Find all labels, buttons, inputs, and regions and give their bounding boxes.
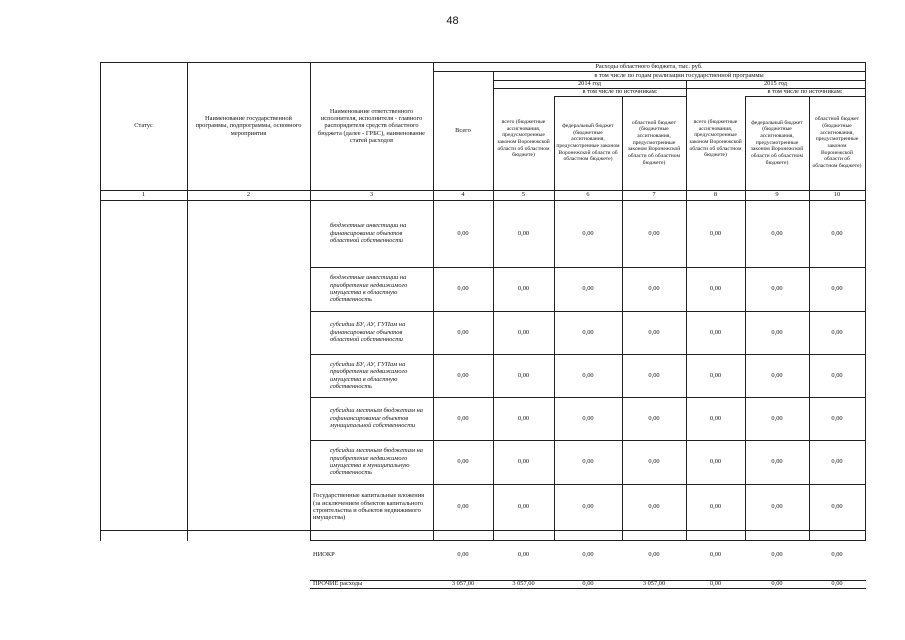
row-value-col-7: 0,00: [648, 285, 660, 293]
grid-line-v: [865, 62, 866, 541]
row-value-col-4: 0,00: [457, 229, 469, 237]
row-value-col-9: 0,00: [771, 371, 783, 379]
row-label: Государственные капитальные вложения (за исключением объектов капитального строительства и объектов недвижимого имущества): [313, 492, 425, 522]
row-value-col-9: 0,00: [771, 551, 783, 559]
page-number: 48: [446, 15, 459, 27]
row-value-col-6: 0,00: [582, 229, 594, 237]
header-year-2015: 2015 год: [763, 80, 788, 88]
row-label: субсидии местным бюджетам на приобретение недвижимого имущества в муниципальную собственность: [330, 447, 423, 477]
row-value-col-5: 0,00: [517, 458, 530, 466]
header-col-6: федеральный бюджет (бюджетные ассигнования, предусмотренные законом Воронежской области об областном бюджете): [556, 122, 620, 163]
row-label: субсидии БУ, АУ, ГУПам на финансирование объектов областной собственности: [330, 321, 406, 344]
row-label: субсидии БУ, АУ, ГУПам на приобретение недвижимого имущества в областную собственность: [330, 360, 408, 390]
column-number-2: 2: [246, 191, 251, 199]
row-value-col-10: 0,00: [831, 229, 843, 237]
row-value-col-7: 0,00: [648, 328, 660, 336]
header-expenses-title: Расходы областного бюджета, тыс. руб.: [595, 62, 703, 70]
row-value-col-9: 0,00: [771, 580, 783, 587]
row-value-col-10: 0,00: [831, 371, 843, 379]
row-value-col-5: 3 057,00: [512, 580, 535, 587]
row-value-col-9: 0,00: [771, 285, 783, 293]
column-number-9: 9: [775, 191, 779, 199]
row-value-col-10: 0,00: [831, 580, 843, 587]
row-value-col-8: 0,00: [709, 229, 722, 237]
row-value-col-6: 0,00: [582, 285, 594, 293]
header-by-sources-2015: в том числе по источникам:: [767, 88, 843, 96]
row-value-col-4: 0,00: [457, 285, 469, 293]
row-value-col-4: 0,00: [457, 328, 469, 336]
row-value-col-9: 0,00: [771, 229, 783, 237]
header-col-8: всего (бюджетные ассигнования, предусмотренные законом Воронежской области об областном бюджете): [689, 118, 742, 159]
header-by-sources-2014: в том числе по источникам:: [582, 88, 658, 96]
row-label: НИОКР: [313, 551, 335, 559]
row-value-col-6: 0,00: [582, 458, 594, 466]
row-value-col-5: 0,00: [517, 328, 530, 336]
row-value-col-7: 0,00: [648, 551, 660, 559]
row-value-col-5: 0,00: [517, 503, 530, 511]
row-value-col-6: 0,00: [582, 580, 594, 587]
row-value-col-4: 0,00: [457, 551, 469, 559]
column-number-6: 6: [586, 191, 590, 199]
row-value-col-10: 0,00: [831, 458, 843, 466]
row-value-col-9: 0,00: [771, 458, 783, 466]
row-value-col-4: 0,00: [457, 414, 469, 422]
row-value-col-4: 0,00: [457, 503, 469, 511]
row-value-col-7: 0,00: [648, 371, 660, 379]
header-program-name: Наименование государственной программы, подпрограммы, основного мероприятия: [195, 114, 302, 137]
row-value-col-7: 0,00: [648, 414, 660, 422]
column-number-8: 8: [713, 191, 718, 199]
row-value-col-7: 3 057,00: [642, 580, 666, 587]
header-status: Статус: [134, 122, 153, 130]
header-col-5: всего (бюджетные ассигнования, предусмотренные законом Воронежской области об областном бюджете): [497, 118, 550, 159]
header-by-years: в том числе по годам реализации государственной программы: [594, 71, 764, 79]
row-value-col-8: 0,00: [709, 285, 722, 293]
column-number-1: 1: [141, 191, 146, 199]
column-number-5: 5: [521, 191, 526, 199]
column-number-7: 7: [652, 191, 656, 199]
row-value-col-6: 0,00: [582, 503, 594, 511]
row-value-col-8: 0,00: [709, 458, 722, 466]
row-value-col-9: 0,00: [771, 503, 783, 511]
row-value-col-8: 0,00: [709, 328, 722, 336]
row-value-col-9: 0,00: [771, 328, 783, 336]
row-value-col-4: 0,00: [457, 458, 469, 466]
row-value-col-7: 0,00: [648, 503, 660, 511]
grid-line-h: [310, 588, 866, 589]
header-executor: Наименование ответственного исполнителя, исполнителя - главного распорядителя средств областного бюджета (далее - ГРБС), наименование статей расходов: [318, 107, 425, 145]
header-col-7: областной бюджет (бюджетные ассигнования, предусмотренные законом Воронежской области об областном бюджете): [627, 119, 681, 166]
row-value-col-8: 0,00: [709, 371, 722, 379]
row-value-col-6: 0,00: [582, 371, 594, 379]
row-value-col-5: 0,00: [517, 229, 530, 237]
row-value-col-8: 0,00: [709, 503, 722, 511]
header-col-10: областной бюджет (бюджетные ассигнования, предусмотренные законом Воронежской области об областном бюджете): [812, 116, 862, 170]
header-total: Всего: [455, 126, 471, 134]
row-value-col-8: 0,00: [709, 551, 722, 559]
header-col-9: федеральный бюджет (бюджетные ассигнования, предусмотренные законом Воронежской области об областном бюджете): [750, 119, 804, 166]
row-value-col-7: 0,00: [648, 229, 660, 237]
row-label: бюджетные инвестиции на приобретение недвижимого имущества в областную собственность: [330, 274, 408, 304]
column-number-10: 10: [833, 191, 841, 199]
row-value-col-10: 0,00: [831, 285, 843, 293]
column-number-4: 4: [461, 191, 465, 199]
budget-table: [100, 62, 865, 587]
row-value-col-6: 0,00: [582, 328, 594, 336]
row-value-col-10: 0,00: [831, 503, 843, 511]
row-value-col-5: 0,00: [517, 414, 530, 422]
row-value-col-6: 0,00: [582, 414, 594, 422]
row-label: субсидии местным бюджетам на софинансирование объектов муниципальной собственности: [330, 407, 423, 430]
row-value-col-8: 0,00: [709, 580, 722, 587]
row-label: ПРОЧИЕ расходы: [313, 580, 363, 587]
row-label: бюджетные инвестиции на финансирование объектов областной собственности: [330, 222, 407, 245]
row-value-col-4: 0,00: [457, 371, 469, 379]
row-value-col-5: 0,00: [517, 371, 530, 379]
row-value-col-7: 0,00: [648, 458, 660, 466]
row-value-col-10: 0,00: [831, 328, 843, 336]
row-value-col-8: 0,00: [709, 414, 722, 422]
row-value-col-5: 0,00: [517, 285, 530, 293]
column-number-3: 3: [369, 191, 374, 199]
row-value-col-10: 0,00: [831, 551, 843, 559]
row-value-col-5: 0,00: [517, 551, 530, 559]
row-value-col-9: 0,00: [771, 414, 783, 422]
header-year-2014: 2014 год: [577, 80, 602, 88]
row-value-col-4: 3 057,00: [451, 580, 475, 587]
row-value-col-10: 0,00: [831, 414, 843, 422]
row-value-col-6: 0,00: [582, 551, 594, 559]
